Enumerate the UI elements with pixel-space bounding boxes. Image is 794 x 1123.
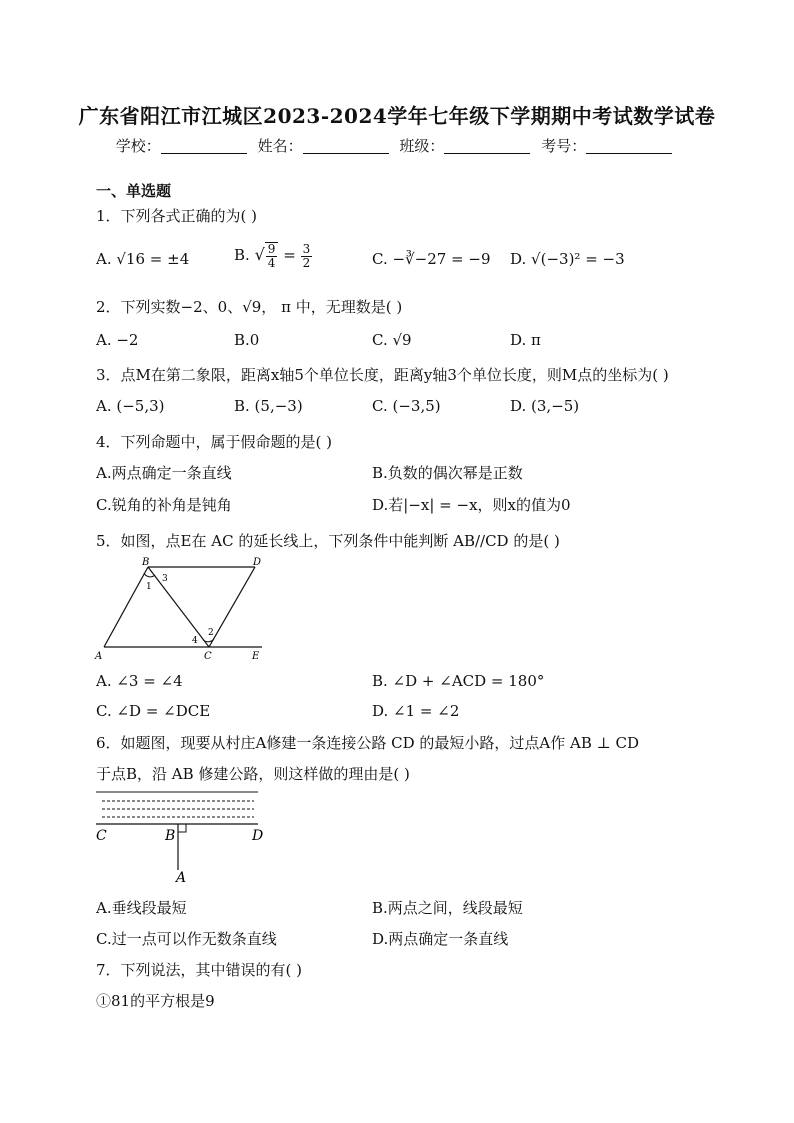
exam-title: 广东省阳江市江城区2023-2024学年七年级下学期期中考试数学试卷: [78, 104, 716, 128]
line-BC: [148, 567, 209, 647]
q2-stem: 2．下列实数−2、0、√9， π 中，无理数是( ): [96, 298, 403, 316]
exam-number-blank[interactable]: [586, 139, 672, 154]
q7-stem: 7．下列说法，其中错误的有( ): [96, 961, 303, 979]
label-angle-1: 1: [146, 582, 152, 592]
q1-b-label: B.: [234, 246, 250, 264]
q6-option-a[interactable]: A.垂线段最短: [96, 899, 187, 917]
school-blank[interactable]: [161, 139, 247, 154]
q3-option-b[interactable]: B. (5,−3): [234, 397, 303, 415]
name-label: 姓名：: [257, 137, 303, 155]
q4-option-b[interactable]: B.负数的偶次幂是正数: [372, 464, 523, 482]
q1-option-c[interactable]: [372, 250, 491, 268]
q6-figure-road: [92, 788, 272, 886]
q1-d-label: D.: [510, 250, 527, 268]
q2-option-d[interactable]: D. π: [510, 331, 541, 349]
q5-option-c[interactable]: C. ∠D = ∠DCE: [96, 702, 211, 720]
label-C: C: [96, 828, 107, 844]
q1-c-label: C.: [372, 250, 388, 268]
q1-c-expr: −∛−27 = −9: [392, 250, 491, 268]
exam-number-label: 考号：: [541, 137, 587, 155]
label-B: B: [142, 557, 150, 568]
q5-option-a[interactable]: A. ∠3 = ∠4: [96, 672, 183, 690]
label-E: E: [252, 651, 260, 662]
q4-option-d[interactable]: D.若|−x| = −x，则x的值为0: [372, 496, 571, 514]
q1-b-eq: =: [283, 246, 296, 264]
q1-b-result: $\frac{3}{2}$: [302, 241, 311, 270]
q1-option-d[interactable]: [510, 250, 625, 268]
q6-option-b[interactable]: B.两点之间，线段最短: [372, 899, 523, 917]
q5-figure-parallelogram: [92, 555, 272, 663]
q6-option-c[interactable]: C.过一点可以作无数条直线: [96, 930, 277, 948]
class-blank[interactable]: [444, 139, 530, 154]
q4-stem: 4．下列命题中，属于假命题的是( ): [96, 433, 333, 451]
q3-option-c[interactable]: C. (−3,5): [372, 397, 441, 415]
school-label: 学校：: [115, 137, 161, 155]
q5-option-d[interactable]: D. ∠1 = ∠2: [372, 702, 460, 720]
q1-a-expr: √16 = ±4: [116, 250, 190, 268]
q1-b-frac: $\frac{9}{4}$: [265, 242, 279, 270]
label-D: D: [253, 557, 262, 568]
label-angle-3: 3: [162, 574, 168, 584]
q5-option-b[interactable]: B. ∠D + ∠ACD = 180°: [372, 672, 545, 690]
q1-option-a[interactable]: [96, 250, 189, 268]
q6-stem-line2: 于点B，沿 AB 修建公路，则这样做的理由是( ): [96, 765, 410, 783]
class-label: 班级：: [399, 137, 445, 155]
q2-option-b[interactable]: B.0: [234, 331, 260, 349]
q1-option-b[interactable]: B. √ $\frac{9}{4}$ = $\frac{3}{2}$: [234, 241, 311, 270]
label-angle-2: 2: [208, 628, 214, 638]
name-blank[interactable]: [303, 139, 389, 154]
student-info-row: [0, 135, 794, 156]
q1-a-label: A.: [96, 250, 112, 268]
q4-option-c[interactable]: C.锐角的补角是钝角: [96, 496, 232, 514]
line-CD: [209, 567, 255, 647]
label-D: D: [252, 828, 264, 844]
q3-stem: 3．点M在第二象限，距离x轴5个单位长度，距离y轴3个单位长度，则M点的坐标为( ): [96, 366, 669, 384]
label-B: B: [165, 828, 176, 844]
q6-option-d[interactable]: D.两点确定一条直线: [372, 930, 509, 948]
label-C: C: [204, 651, 212, 662]
q4-option-a[interactable]: A.两点确定一条直线: [96, 464, 232, 482]
q2-option-a[interactable]: A. −2: [96, 331, 139, 349]
label-A: A: [95, 651, 103, 662]
q1-stem: 1．下列各式正确的为( ): [96, 207, 258, 225]
q3-option-a[interactable]: A. (−5,3): [96, 397, 165, 415]
q3-option-d[interactable]: D. (3,−5): [510, 397, 580, 415]
right-angle-mark: [178, 824, 186, 832]
section-title: 一、单选题: [96, 182, 172, 200]
q1-d-expr: √(−3)² = −3: [531, 250, 625, 268]
line-AB: [104, 567, 148, 647]
q6-stem-line1: 6．如题图，现要从村庄A修建一条连接公路 CD 的最短小路，过点A作 AB ⊥ CD: [96, 734, 640, 752]
q7-item-1: ①81的平方根是9: [96, 992, 215, 1010]
q5-stem: 5．如图，点E在 AC 的延长线上，下列条件中能判断 AB//CD 的是( ): [96, 532, 560, 550]
label-A: A: [176, 870, 187, 886]
q2-option-c[interactable]: C. √9: [372, 331, 412, 349]
label-angle-4: 4: [192, 636, 198, 646]
